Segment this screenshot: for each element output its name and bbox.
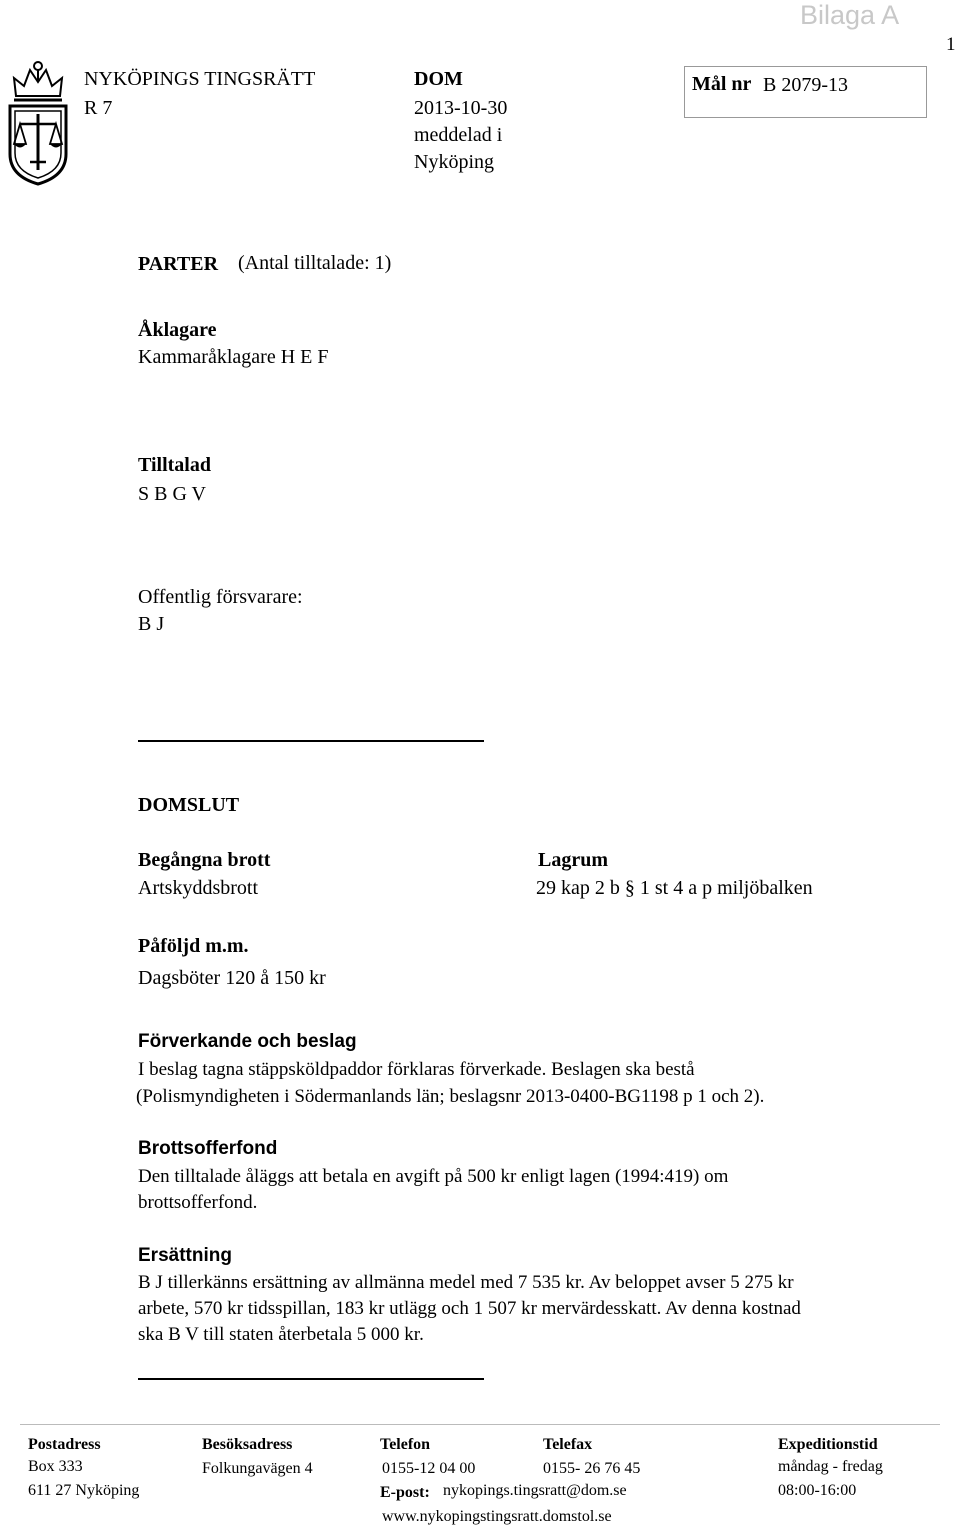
appendix-label: Bilaga A <box>800 0 900 30</box>
footer-rule <box>20 1424 940 1425</box>
parties-heading: PARTER <box>138 253 219 275</box>
case-number: B 2079-13 <box>763 74 848 96</box>
prosecutor-label: Åklagare <box>138 319 217 341</box>
defendant-label: Tilltalad <box>138 454 211 476</box>
fund-text-1: Den tilltalade åläggs att betala en avgift på 500 kr enligt lagen (1994:419) om <box>138 1166 729 1187</box>
compensation-text-3: ska B V till staten återbetala 5 000 kr. <box>138 1324 424 1345</box>
email-label: E-post: <box>380 1484 430 1501</box>
section-divider <box>138 740 484 742</box>
forfeiture-text-1: I beslag tagna stäppsköldpaddor förklaras förverkade. Beslagen ska bestå <box>138 1059 695 1080</box>
postal-line-2: 611 27 Nyköping <box>28 1482 140 1499</box>
sanction: Dagsböter 120 å 150 kr <box>138 967 326 989</box>
compensation-heading: Ersättning <box>138 1245 232 1266</box>
fax: 0155- 26 76 45 <box>543 1460 641 1477</box>
judgment-date: 2013-10-30 <box>414 97 508 119</box>
forfeiture-heading: Förverkande och beslag <box>138 1031 357 1052</box>
forfeiture-text-2: (Polismyndigheten i Södermanlands län; beslagsnr 2013-0400-BG1198 p 1 och 2). <box>136 1086 765 1107</box>
postal-label: Postadress <box>28 1436 101 1453</box>
email[interactable]: nykopings.tingsratt@dom.se <box>443 1482 627 1499</box>
announced-line-2: Nyköping <box>414 151 494 173</box>
section-divider <box>138 1378 484 1380</box>
case-number-label: Mål nr <box>692 73 752 95</box>
phone: 0155-12 04 00 <box>382 1460 476 1477</box>
postal-line-1: Box 333 <box>28 1458 83 1475</box>
crime: Artskyddsbrott <box>138 877 258 899</box>
verdict-heading: DOMSLUT <box>138 794 240 816</box>
compensation-text-2: arbete, 570 kr tidsspillan, 183 kr utlägg och 1 507 kr mervärdesskatt. Av denna kostnad <box>138 1298 801 1319</box>
crimes-heading: Begångna brott <box>138 849 271 871</box>
website[interactable]: www.nykopingstingsratt.domstol.se <box>382 1508 612 1525</box>
law-heading: Lagrum <box>538 849 608 871</box>
phone-label: Telefon <box>380 1436 431 1453</box>
document-type: DOM <box>414 68 463 90</box>
court-crest-icon <box>2 58 74 186</box>
hours-label: Expeditionstid <box>778 1436 878 1453</box>
hours-days: måndag - fredag <box>778 1458 883 1475</box>
prosecutor-name: Kammaråklagare H E F <box>138 346 329 368</box>
defendant-name: S B G V <box>138 483 206 505</box>
defendant-count: (Antal tilltalade: 1) <box>238 252 392 274</box>
announced-line-1: meddelad i <box>414 124 503 146</box>
counsel-label: Offentlig försvarare: <box>138 586 303 608</box>
court-division: R 7 <box>84 97 113 119</box>
fax-label: Telefax <box>543 1436 593 1453</box>
hours-time: 08:00-16:00 <box>778 1482 857 1499</box>
visit-label: Besöksadress <box>202 1436 293 1453</box>
page-number: 1 <box>946 34 956 55</box>
case-number-box <box>684 66 927 118</box>
visit-line-1: Folkungavägen 4 <box>202 1460 313 1477</box>
compensation-text-1: B J tillerkänns ersättning av allmänna medel med 7 535 kr. Av beloppet avser 5 275 kr <box>138 1272 794 1293</box>
fund-text-2: brottsofferfond. <box>138 1192 258 1213</box>
counsel-name: B J <box>138 613 165 635</box>
sanction-heading: Påföljd m.m. <box>138 935 249 957</box>
court-name: NYKÖPINGS TINGSRÄTT <box>84 68 316 90</box>
fund-heading: Brottsofferfond <box>138 1138 278 1159</box>
law: 29 kap 2 b § 1 st 4 a p miljöbalken <box>536 877 813 899</box>
